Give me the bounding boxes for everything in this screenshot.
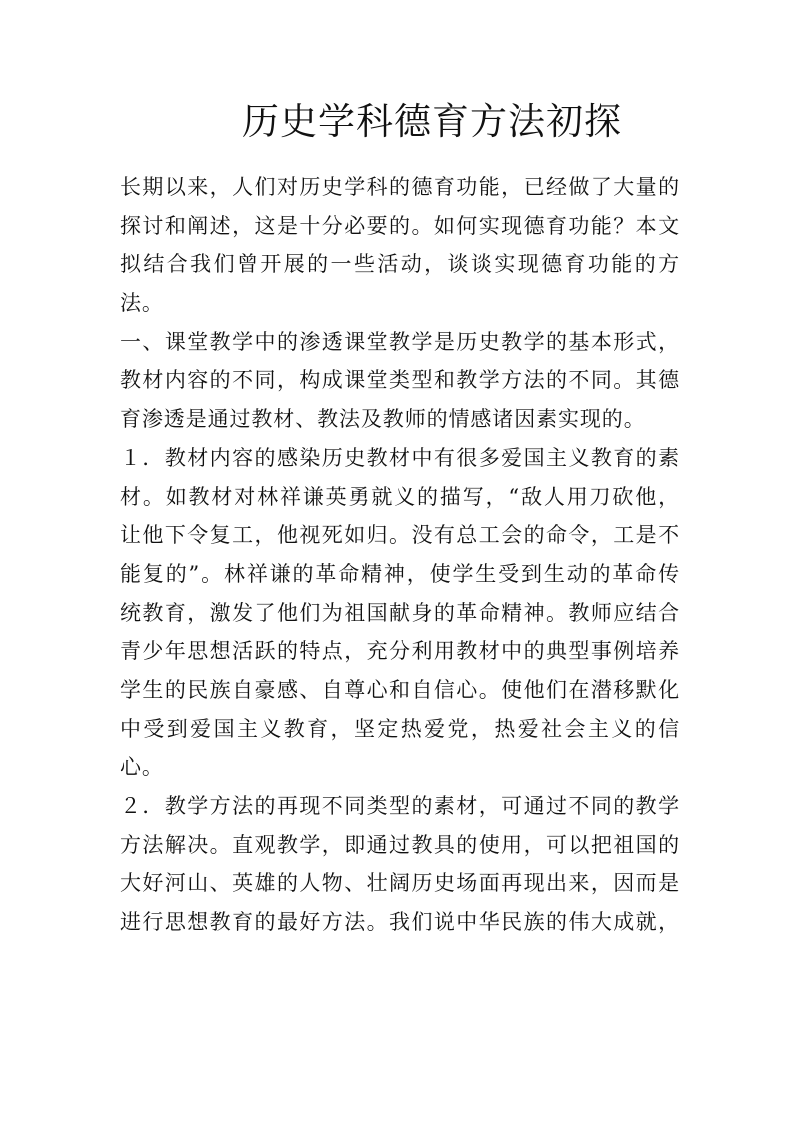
text-line: 中受到爱国主义教育，坚定热爱党，热爱社会主义的信	[120, 716, 680, 741]
text-line: 探讨和阐述，这是十分必要的。如何实现德育功能？本文	[120, 213, 680, 238]
text-line: 能复的”。林祥谦的革命精神，使学生受到生动的革命传	[120, 561, 680, 586]
text-line: 心。	[120, 755, 164, 780]
text-line: 拟结合我们曾开展的一些活动，谈谈实现德育功能的方	[120, 252, 680, 277]
text-line: 进行思想教育的最好方法。我们说中华民族的伟大成就，	[120, 910, 680, 935]
text-line: 大好河山、英雄的人物、壮阔历史场面再现出来，因而是	[120, 871, 680, 896]
document-body	[120, 168, 680, 942]
text-line: 方法解决。直观教学，即通过教具的使用，可以把祖国的	[120, 832, 680, 857]
text-line: 统教育，激发了他们为祖国献身的革命精神。教师应结合	[120, 600, 680, 625]
text-line: 材。如教材对林祥谦英勇就义的描写，“敌人用刀砍他，	[120, 484, 680, 509]
text-line: 法。	[120, 291, 164, 316]
text-line: 青少年思想活跃的特点，充分利用教材中的典型事例培养	[120, 639, 680, 664]
text-line: 教材内容的不同，构成课堂类型和教学方法的不同。其德	[120, 368, 680, 393]
text-line: 育渗透是通过教材、教法及教师的情感诸因素实现的。	[120, 407, 646, 432]
text-line: 长期以来，人们对历史学科的德育功能，已经做了大量的	[120, 175, 680, 199]
text-line: 让他下令复工，他视死如归。没有总工会的命令，工是不	[120, 523, 680, 548]
text-line: 学生的民族自豪感、自尊心和自信心。使他们在潜移默化	[120, 677, 680, 702]
text-line: ２．教学方法的再现不同类型的素材，可通过不同的教学	[120, 794, 680, 818]
text-line: 一、课堂教学中的渗透课堂教学是历史教学的基本形式，	[120, 329, 680, 354]
text-line: １．教材内容的感染历史教材中有很多爱国主义教育的素	[120, 445, 680, 470]
document-title: 历史学科德育方法初探	[242, 100, 622, 143]
